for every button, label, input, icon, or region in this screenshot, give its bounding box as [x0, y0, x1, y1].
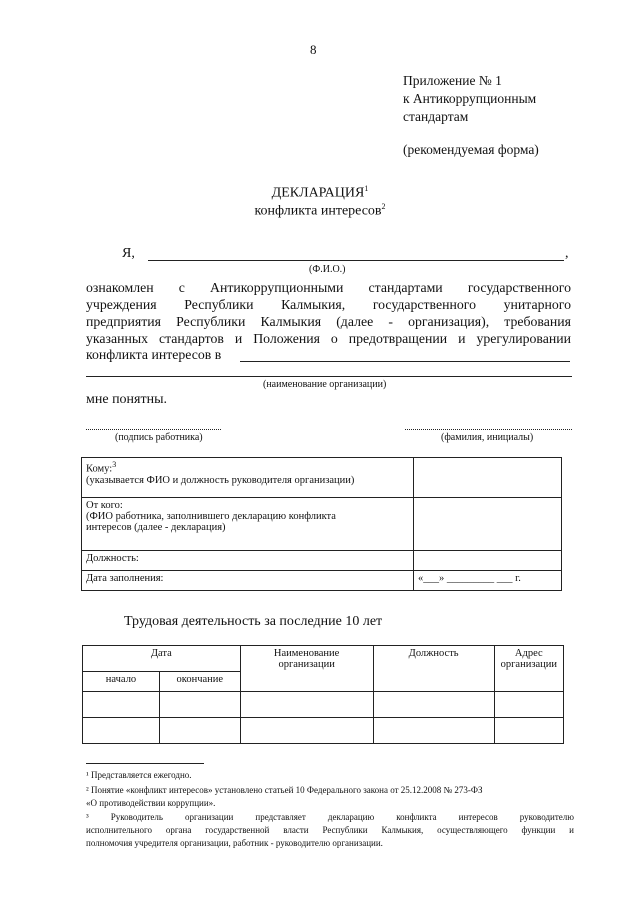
- name-caption: (фамилия, инициалы): [441, 432, 534, 443]
- work-cell[interactable]: [373, 692, 494, 718]
- footnote-2-line-1: ² Понятие «конфликт интересов» установлено статьей 10 Федерального закона от 25.12.2008 № 273-ФЗ: [86, 785, 483, 795]
- work-history-table: [82, 645, 564, 744]
- date-value-cell[interactable]: [414, 571, 562, 591]
- from-label-cell: [82, 498, 414, 551]
- body-line-4: указанных стандартов и Положения о предотвращении и урегулировании: [86, 331, 571, 346]
- org-input-line-2[interactable]: [86, 376, 572, 377]
- to-label-cell: [82, 458, 414, 498]
- appendix-line-2: к Антикоррупционным: [403, 91, 537, 106]
- appendix-line-1: Приложение № 1: [403, 73, 502, 88]
- subtitle-text: конфликта интересов: [254, 203, 382, 219]
- from-row: [82, 498, 562, 551]
- org-name-header: [240, 646, 373, 692]
- work-row: [83, 718, 564, 744]
- from-hint-line-2: интересов (далее - декларация): [86, 522, 226, 533]
- signature-line[interactable]: [86, 429, 221, 430]
- date-label: Дата заполнения:: [86, 573, 164, 584]
- name-line[interactable]: [405, 429, 572, 430]
- address-header: [494, 646, 563, 692]
- footnote-2-line-2: «О противодействии коррупции».: [86, 798, 216, 808]
- footnote-separator: [86, 763, 204, 764]
- document-title: [0, 184, 640, 202]
- declaration-body: [86, 279, 571, 347]
- start-header: [83, 672, 160, 692]
- appendix-line-3: стандартам: [403, 109, 469, 124]
- to-footnote-mark: 3: [112, 460, 117, 469]
- address-header-line-2: организации: [500, 659, 557, 670]
- work-cell[interactable]: [373, 718, 494, 744]
- work-cell[interactable]: [494, 718, 563, 744]
- position-label: Должность:: [86, 553, 139, 564]
- org-input-line-1[interactable]: [240, 361, 570, 362]
- org-name-header-line-2: организации: [278, 659, 335, 670]
- document-subtitle: [0, 202, 640, 220]
- fio-comma: ,: [565, 246, 569, 261]
- fio-caption: (Ф.И.О.): [309, 264, 346, 275]
- date-header-label: Дата: [150, 648, 172, 659]
- work-cell[interactable]: [240, 692, 373, 718]
- end-header-label: окончание: [176, 674, 224, 685]
- signature-caption: (подпись работника): [115, 432, 203, 443]
- date-template: «___» _________ ___ г.: [418, 573, 521, 584]
- position-row: [82, 551, 562, 571]
- work-cell[interactable]: [83, 692, 160, 718]
- date-row: [82, 571, 562, 591]
- to-value-cell[interactable]: [414, 458, 562, 498]
- subtitle-footnote-mark: 2: [381, 202, 386, 211]
- appendix-heading: [403, 72, 536, 126]
- body-line-1: ознакомлен с Антикоррупционными стандартами государственного: [86, 280, 571, 295]
- work-row: [83, 692, 564, 718]
- body-last-line: конфликта интересов в: [86, 347, 222, 362]
- declaration-info-table: [81, 457, 562, 591]
- position-value-cell[interactable]: [414, 551, 562, 571]
- understood-text: мне понятны.: [86, 392, 168, 407]
- footnote-3-line-1: ³ Руководитель организации представляет декларацию конфликта интересов руководителю: [86, 812, 574, 822]
- footnote-3-line-3: полномочия учредителя организации, работник - руководителю организации.: [86, 838, 383, 848]
- page-number: 8: [310, 42, 317, 57]
- end-header: [160, 672, 241, 692]
- fio-input-line[interactable]: [148, 260, 564, 261]
- from-value-cell[interactable]: [414, 498, 562, 551]
- work-cell[interactable]: [494, 692, 563, 718]
- work-history-heading: Трудовая деятельность за последние 10 лет: [124, 614, 383, 629]
- position-label-cell: [82, 551, 414, 571]
- to-row: [82, 458, 562, 498]
- footnote-2: [86, 784, 574, 810]
- org-caption: (наименование организации): [263, 379, 387, 390]
- to-hint: (указывается ФИО и должность руководителя организации): [86, 474, 355, 486]
- start-header-label: начало: [105, 674, 137, 685]
- from-hint-line-1: (ФИО работника, заполнившего декларацию конфликта: [86, 511, 336, 522]
- address-header-line-1: Адрес: [514, 648, 543, 659]
- work-cell[interactable]: [240, 718, 373, 744]
- work-header-row-1: [83, 646, 564, 672]
- position-header: [373, 646, 494, 692]
- footnote-3: [86, 811, 574, 850]
- body-line-2: учреждения Республики Калмыкия, государственного унитарного: [86, 297, 571, 312]
- position-header-label: Должность: [408, 648, 459, 659]
- to-label: Кому:: [86, 463, 113, 475]
- date-label-cell: [82, 571, 414, 591]
- work-cell[interactable]: [160, 692, 241, 718]
- org-name-header-line-1: Наименование: [273, 648, 340, 659]
- form-type-note: (рекомендуемая форма): [403, 142, 539, 157]
- work-cell[interactable]: [83, 718, 160, 744]
- footnote-1: ¹ Представляется ежегодно.: [86, 770, 192, 780]
- date-header: [83, 646, 241, 672]
- work-cell[interactable]: [160, 718, 241, 744]
- body-line-3: предприятия Республики Калмыкия (далее - организация), требования: [86, 314, 571, 329]
- title-footnote-mark: 1: [364, 184, 369, 193]
- ya-label: Я,: [122, 246, 135, 261]
- title-main: ДЕКЛАРАЦИЯ: [271, 185, 365, 201]
- footnote-3-line-2: исполнительного органа государственной власти Республики Калмыкия, осуществляющего функции и: [86, 825, 574, 835]
- from-label: От кого:: [86, 500, 123, 511]
